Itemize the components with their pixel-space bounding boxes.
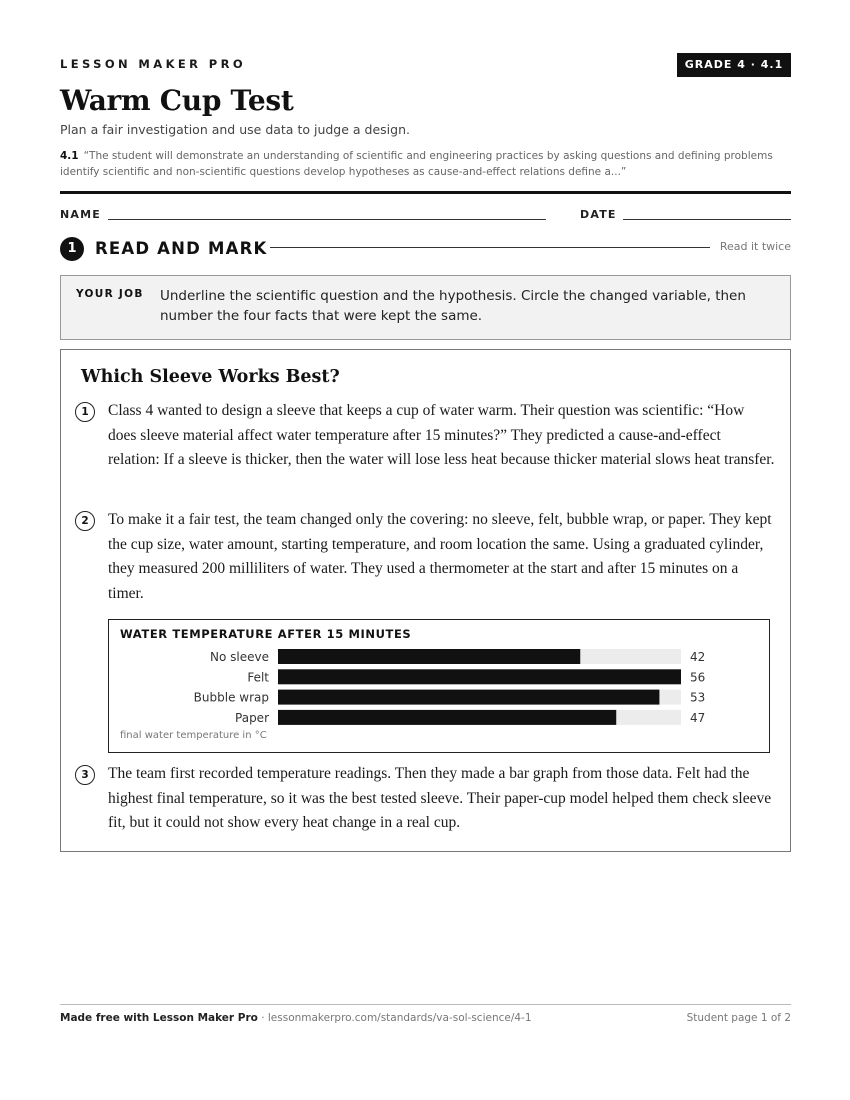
date-label: DATE	[580, 208, 617, 221]
name-field[interactable]	[108, 219, 546, 220]
bar-no-sleeve	[278, 649, 580, 664]
temperature-bar-chart	[108, 619, 770, 753]
category-label-felt: Felt	[247, 670, 269, 685]
worksheet-subtitle: Plan a fair investigation and use data to judge a design.	[60, 122, 410, 137]
chart-title: WATER TEMPERATURE AFTER 15 MINUTES	[120, 627, 412, 641]
paragraph-1: Class 4 wanted to design a sleeve that keeps a cup of water warm. Their question was scientific: “How does sleeve material affect water temperature after 15 minutes?” They predicted a cause-and-effect relation: If a sleeve is thicker, then the water will lose less heat because thicker material slows heat transfer.	[108, 402, 775, 468]
footer-credit	[60, 1012, 532, 1024]
worksheet-page	[60, 0, 791, 1100]
footer-separator: ·	[257, 1012, 268, 1024]
bar-bubble-wrap	[278, 690, 659, 705]
chart-axis-label: final water temperature in °C	[120, 730, 267, 741]
category-label-bubble-wrap: Bubble wrap	[193, 690, 269, 705]
paragraph-2: To make it a fair test, the team changed only the covering: no sleeve, felt, bubble wrap, or paper. They kept the cup size, water amount, starting temperature, and room location the same. Using a graduated cylinder, they measured 200 milliliters of water. They used a thermometer at the start and after 15 minutes on a timer.	[108, 511, 772, 602]
footer-url[interactable]: lessonmakerpro.com/standards/va-sol-science/4-1	[267, 1012, 532, 1024]
section-divider	[270, 247, 710, 248]
worksheet-title: Warm Cup Test	[60, 84, 294, 117]
job-instructions-box	[60, 275, 791, 340]
bar-felt	[278, 669, 681, 684]
category-label-paper: Paper	[235, 710, 269, 725]
name-label: NAME	[60, 208, 101, 221]
reading-passage-box	[60, 349, 791, 852]
standard-text: “The student will demonstrate an understanding of scientific and engineering practices by asking questions and defining problems identify scientific and non-scientific questions develop hypotheses as cause-and-effect relations define a...”	[60, 150, 773, 178]
value-label-bubble-wrap: 53	[690, 690, 706, 705]
section-number-badge: 1	[60, 237, 84, 261]
header-divider	[60, 191, 791, 194]
value-label-felt: 56	[690, 670, 706, 685]
paragraph-number-3: 3	[75, 765, 95, 785]
passage-title: Which Sleeve Works Best?	[81, 367, 340, 387]
section-title: READ AND MARK	[95, 239, 268, 258]
bar-paper	[278, 710, 616, 725]
paragraph-number-2: 2	[75, 511, 95, 531]
job-text: Underline the scientific question and the hypothesis. Circle the changed variable, then number the four facts that were kept the same.	[160, 288, 746, 324]
standard-code: 4.1	[60, 150, 79, 162]
section-hint: Read it twice	[719, 240, 791, 253]
grade-badge: GRADE 4 · 4.1	[677, 53, 791, 77]
job-label: YOUR JOB	[76, 288, 144, 300]
paragraph-3: The team first recorded temperature readings. Then they made a bar graph from those data. Felt had the highest final temperature, so it was the best tested sleeve. Their paper-cup model helped them check sleeve fit, but it could not show every heat change in a real cup.	[108, 765, 772, 831]
standard-statement	[60, 148, 791, 180]
date-field[interactable]	[623, 219, 791, 220]
paragraph-number-1: 1	[75, 402, 95, 422]
footer-divider	[60, 1004, 791, 1005]
footer-page-number: Student page 1 of 2	[686, 1012, 791, 1024]
category-label-no-sleeve: No sleeve	[210, 650, 269, 664]
value-label-no-sleeve: 42	[690, 650, 706, 664]
value-label-paper: 47	[690, 710, 706, 725]
brand-name: LESSON MAKER PRO	[60, 57, 247, 71]
footer-made-with: Made free with Lesson Maker Pro	[60, 1012, 258, 1024]
